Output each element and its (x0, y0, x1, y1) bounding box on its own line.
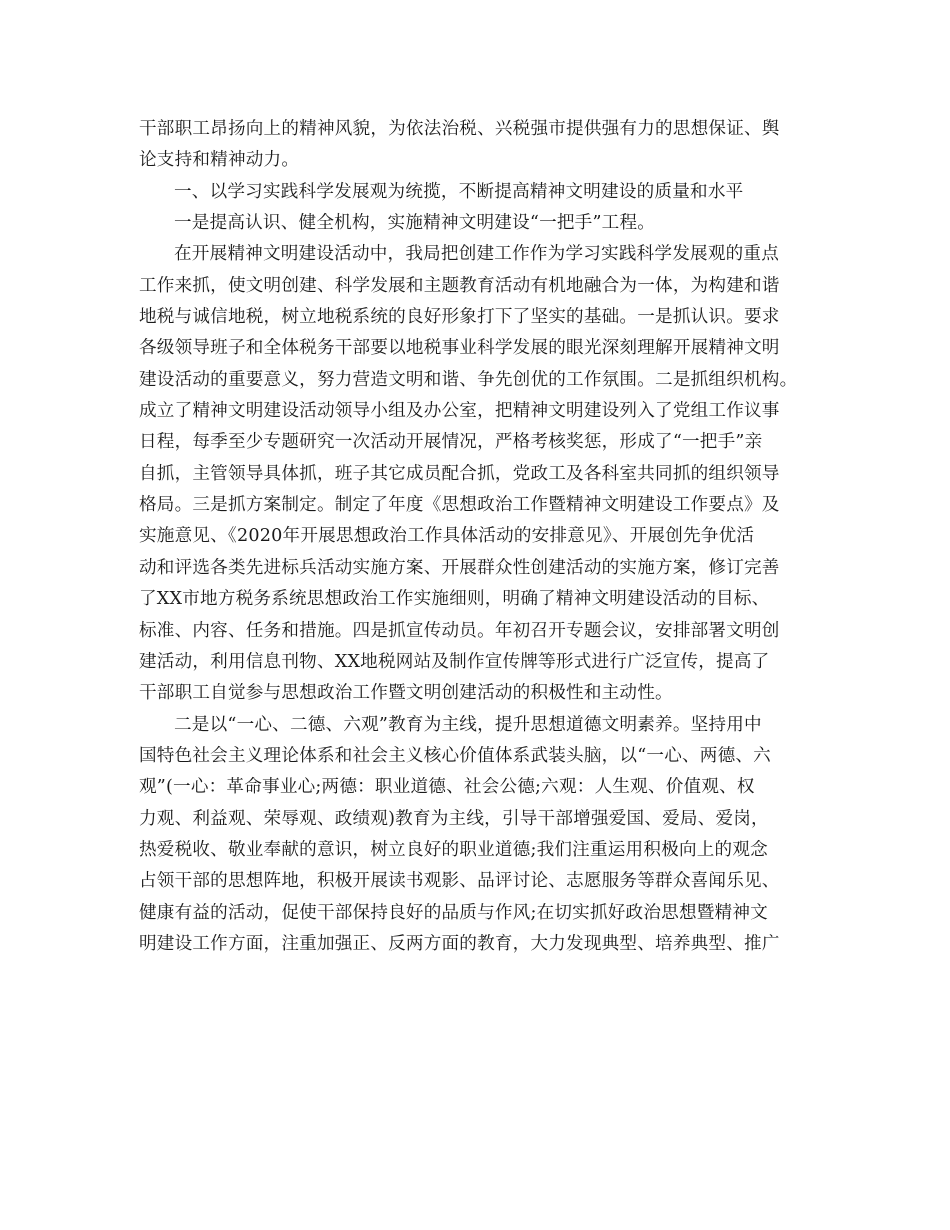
text-line: 国特色社会主义理论体系和社会主义核心价值体系武装头脑，以“一心、两德、六 (139, 745, 771, 766)
text-line: 观”(一心：革命事业心;两德：职业道德、社会公德;六观：人生观、价值观、权 (139, 777, 755, 798)
text-line: 标准、内容、任务和措施。四是抓宣传动员。年初召开专题会议，安排部署文明创 (139, 620, 780, 641)
text-line: 干部职工昂扬向上的精神风貌，为依法治税、兴税强市提供强有力的思想保证、舆 (139, 119, 780, 139)
text-line: 地税与诚信地税，树立地税系统的良好形象打下了坚实的基础。一是抓认识。要求 (139, 307, 780, 328)
text-line: 二是以“一心、二德、六观”教育为主线，提升思想道德文明素养。坚持用中 (174, 714, 762, 735)
section-heading: 一、以学习实践科学发展观为统揽，不断提高精神文明建设的质量和水平 (174, 181, 744, 202)
text-line: 格局。三是抓方案制定。制定了年度《思想政治工作暨精神文明建设工作要点》及 (139, 495, 780, 516)
text-line: 自抓，主管领导具体抓，班子其它成员配合抓，党政工及各科室共同抓的组织领导 (139, 463, 780, 484)
text-line: 建活动，利用信息刊物、XX地税网站及制作宣传牌等形式进行广泛宣传，提高了 (139, 651, 770, 672)
text-line: 了XX市地方税务系统思想政治工作实施细则，明确了精神文明建设活动的目标、 (139, 589, 770, 610)
text-line: 建设活动的重要意义，努力营造文明和谐、争先创优的工作氛围。二是抓组织机构。 (139, 369, 798, 390)
text-line: 动和评选各类先进标兵活动实施方案、开展群众性创建活动的实施方案，修订完善 (139, 557, 780, 578)
text-line: 占领干部的思想阵地，积极开展读书观影、品评讨论、志愿服务等群众喜闻乐见、 (139, 871, 780, 892)
subsection-heading: 一是提高认识、健全机构，实施精神文明建设“一把手”工程。 (174, 213, 656, 234)
text-line: 论支持和精神动力。 (139, 150, 300, 171)
document-body (139, 114, 811, 960)
text-line: 干部职工自觉参与思想政治工作暨文明创建活动的积极性和主动性。 (139, 683, 673, 704)
text-line: 健康有益的活动，促使干部保持良好的品质与作风;在切实抓好政治思想暨精神文 (139, 902, 768, 923)
text-line: 成立了精神文明建设活动领导小组及办公室，把精神文明建设列入了党组工作议事 (139, 401, 780, 422)
text-line: 力观、利益观、荣辱观、政绩观)教育为主线，引导干部增强爱国、爱局、爱岗， (139, 808, 769, 829)
text-line: 各级领导班子和全体税务干部要以地税事业科学发展的眼光深刻理解开展精神文明 (139, 338, 780, 359)
text-line: 日程，每季至少专题研究一次活动开展情况，严格考核奖惩，形成了“一把手”亲 (139, 432, 763, 453)
text-line: 热爱税收、敬业奉献的意识，树立良好的职业道德;我们注重运用积极向上的观念 (139, 839, 768, 860)
text-line: 明建设工作方面，注重加强正、反两方面的教育，大力发现典型、培养典型、推广 (139, 933, 780, 954)
text-line: 在开展精神文明建设活动中，我局把创建工作作为学习实践科学发展观的重点 (174, 244, 779, 265)
text-line: 实施意见、《2020年开展思想政治工作具体活动的安排意见》、开展创先争优活 (139, 526, 755, 547)
text-line: 工作来抓，使文明创建、科学发展和主题教育活动有机地融合为一体，为构建和谐 (139, 275, 780, 296)
